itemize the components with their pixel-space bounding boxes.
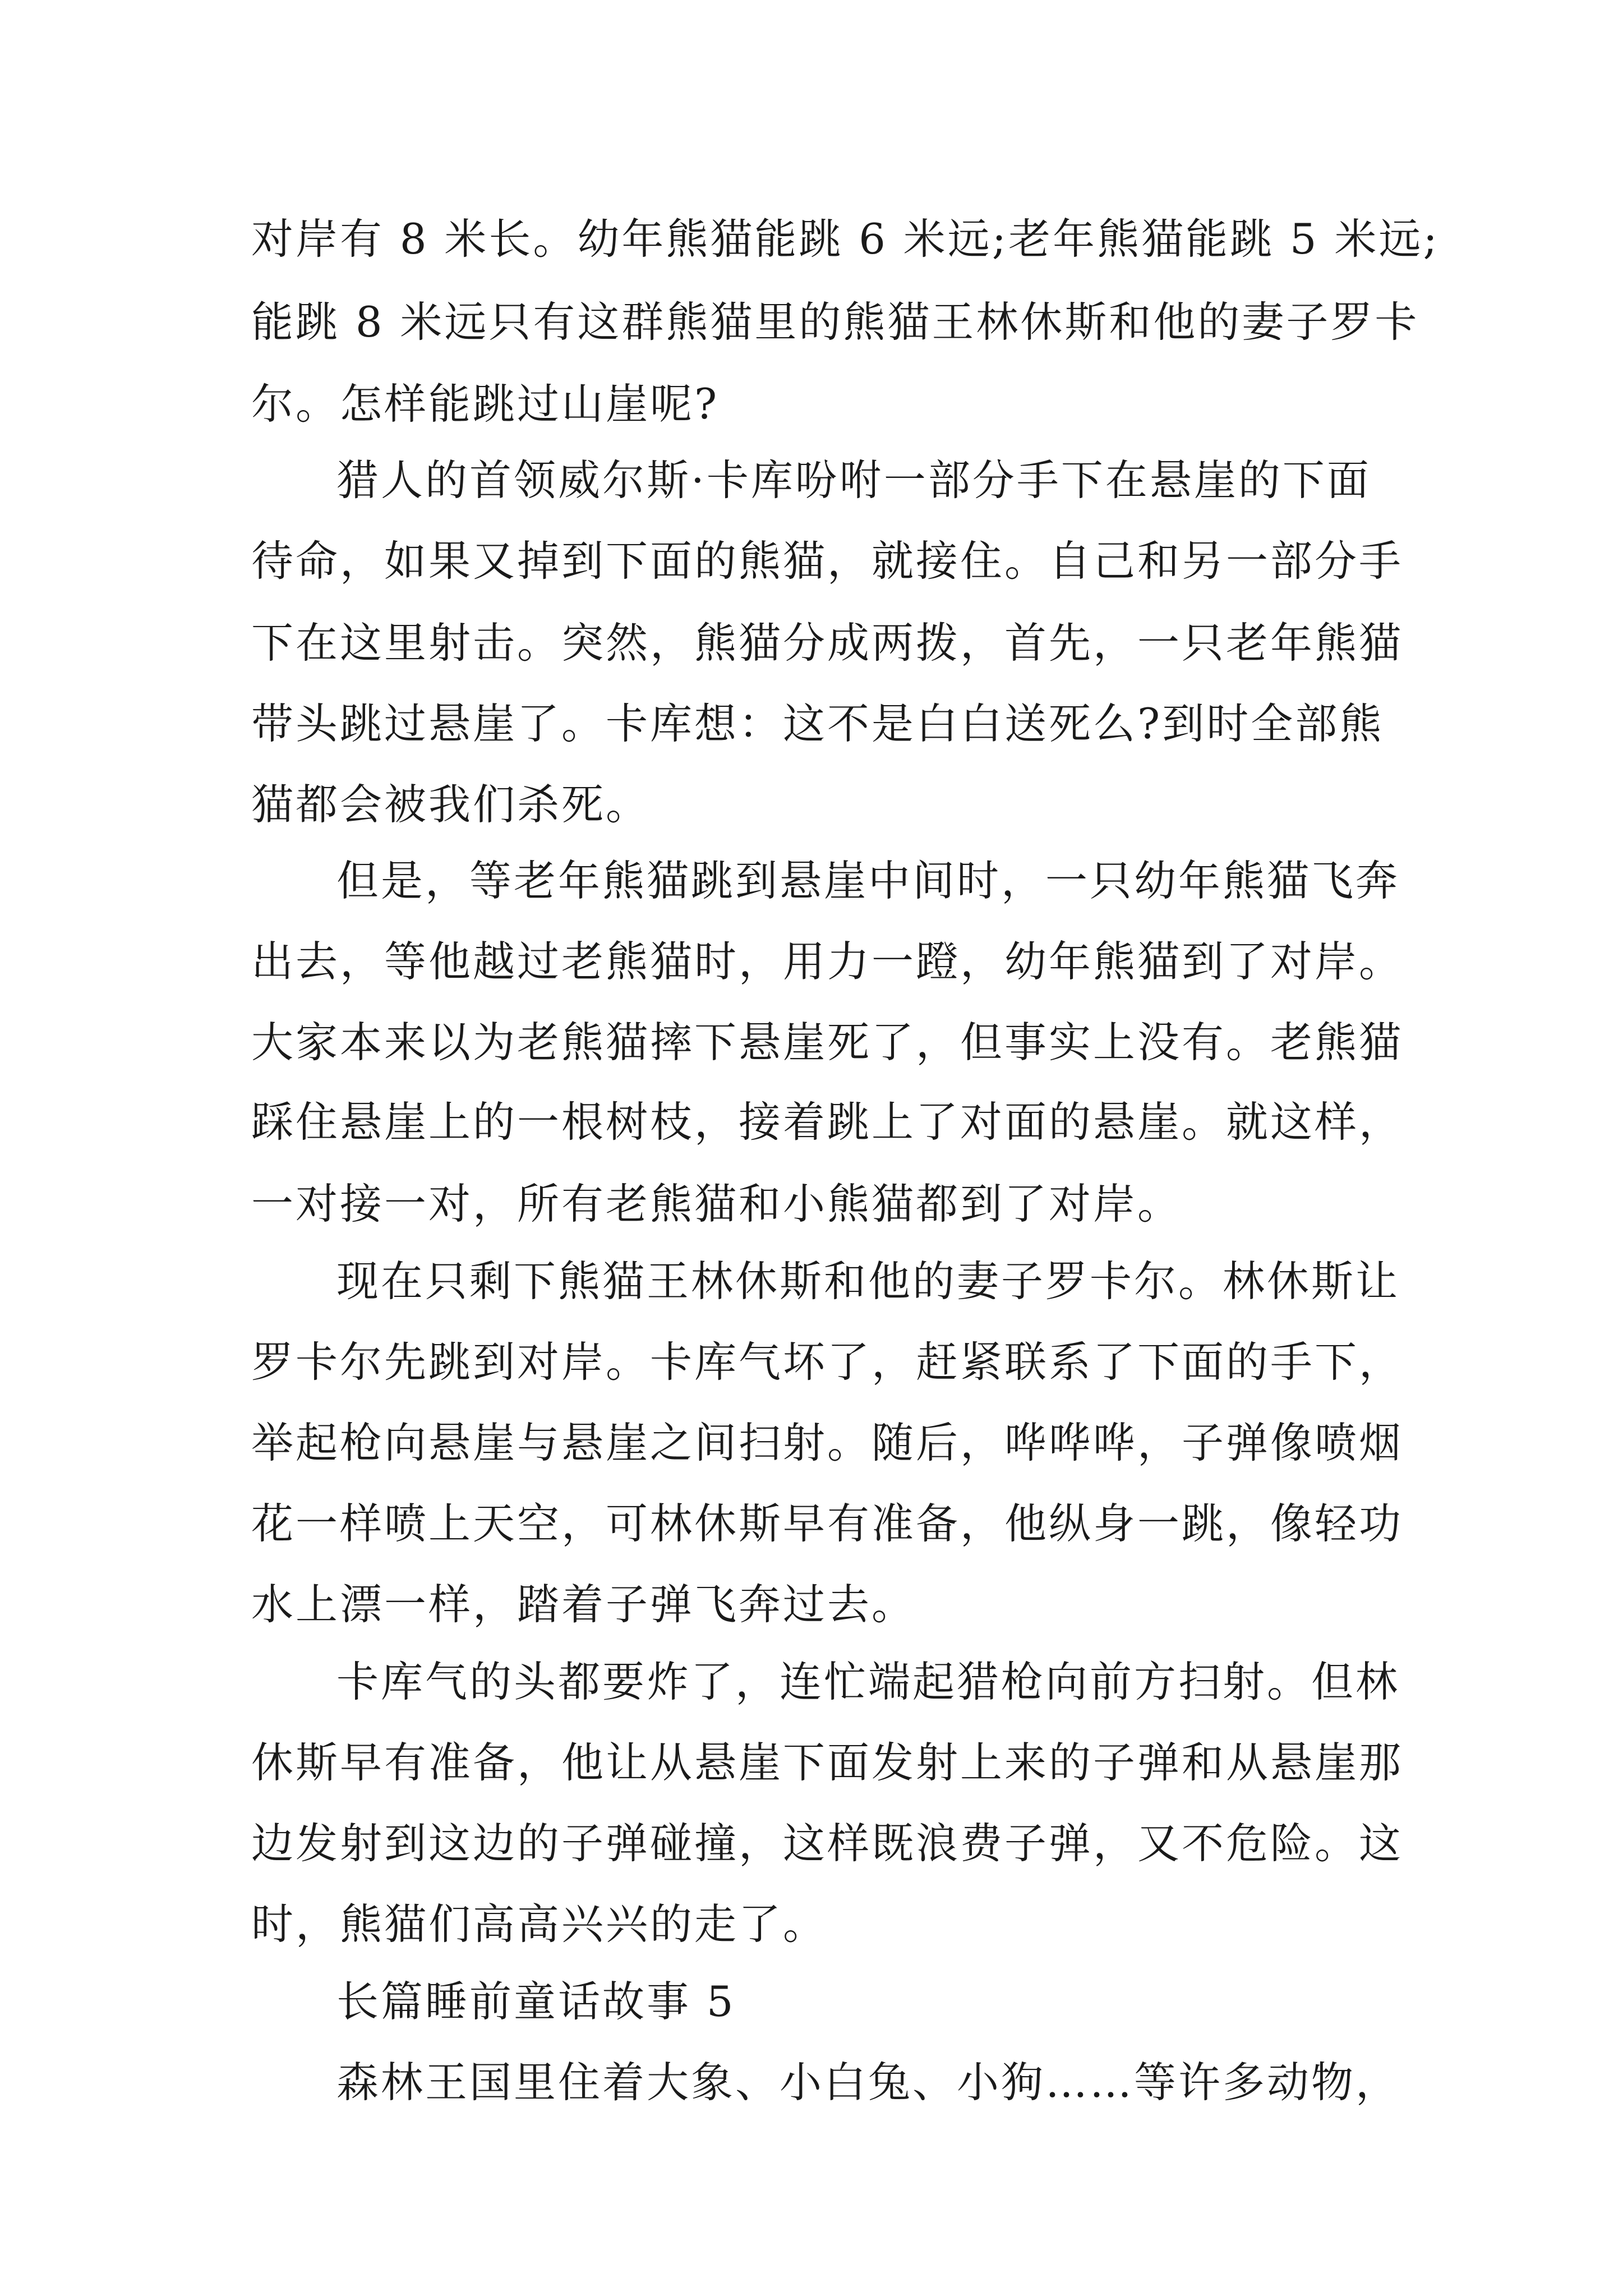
section-heading: 长篇睡前童话故事 5 bbox=[336, 1977, 736, 2026]
text-line: 举起枪向悬崖与悬崖之间扫射。随后，哗哗哗，子弹像喷烟 bbox=[251, 1418, 1404, 1467]
paragraph-first-line: 现在只剩下熊猫王林休斯和他的妻子罗卡尔。林休斯让 bbox=[336, 1257, 1400, 1306]
text-line: 猫都会被我们杀死。 bbox=[251, 780, 651, 829]
paragraph-first-line: 森林王国里住着大象、小白兔、小狗……等许多动物， bbox=[336, 2058, 1400, 2107]
text-line: 踩住悬崖上的一根树枝，接着跳上了对面的悬崖。就这样， bbox=[251, 1097, 1404, 1147]
text-line: 水上漂一样，踏着子弹飞奔过去。 bbox=[251, 1580, 916, 1629]
text-line: 带头跳过悬崖了。卡库想：这不是白白送死么?到时全部熊 bbox=[251, 699, 1384, 748]
text-line: 待命，如果又掉到下面的熊猫，就接住。自己和另一部分手 bbox=[251, 536, 1404, 586]
text-line: 休斯早有准备，他让从悬崖下面发射上来的子弹和从悬崖那 bbox=[251, 1738, 1404, 1787]
paragraph-first-line: 但是，等老年熊猫跳到悬崖中间时，一只幼年熊猫飞奔 bbox=[336, 856, 1400, 905]
text-line: 一对接一对，所有老熊猫和小熊猫都到了对岸。 bbox=[251, 1179, 1182, 1228]
text-line: 出去，等他越过老熊猫时，用力一蹬，幼年熊猫到了对岸。 bbox=[251, 937, 1404, 986]
text-line: 下在这里射击。突然，熊猫分成两拨，首先，一只老年熊猫 bbox=[251, 618, 1404, 668]
text-line: 花一样喷上天空，可林休斯早有准备，他纵身一跳，像轻功 bbox=[251, 1499, 1404, 1548]
text-line: 边发射到这边的子弹碰撞，这样既浪费子弹，又不危险。这 bbox=[251, 1819, 1404, 1868]
text-line: 时，熊猫们高高兴兴的走了。 bbox=[251, 1899, 828, 1949]
paragraph-first-line: 卡库气的头都要炸了，连忙端起猎枪向前方扫射。但林 bbox=[336, 1657, 1400, 1706]
text-line: 对岸有 8 米长。幼年熊猫能跳 6 米远;老年熊猫能跳 5 米远; bbox=[251, 214, 1440, 264]
text-line: 能跳 8 米远只有这群熊猫里的熊猫王林休斯和他的妻子罗卡 bbox=[251, 297, 1419, 347]
paragraph-first-line: 猎人的首领威尔斯·卡库吩咐一部分手下在悬崖的下面 bbox=[336, 455, 1371, 505]
text-line: 尔。怎样能跳过山崖呢? bbox=[251, 379, 720, 429]
text-line: 大家本来以为老熊猫摔下悬崖死了，但事实上没有。老熊猫 bbox=[251, 1018, 1404, 1067]
text-line: 罗卡尔先跳到对岸。卡库气坏了，赶紧联系了下面的手下， bbox=[251, 1337, 1404, 1387]
